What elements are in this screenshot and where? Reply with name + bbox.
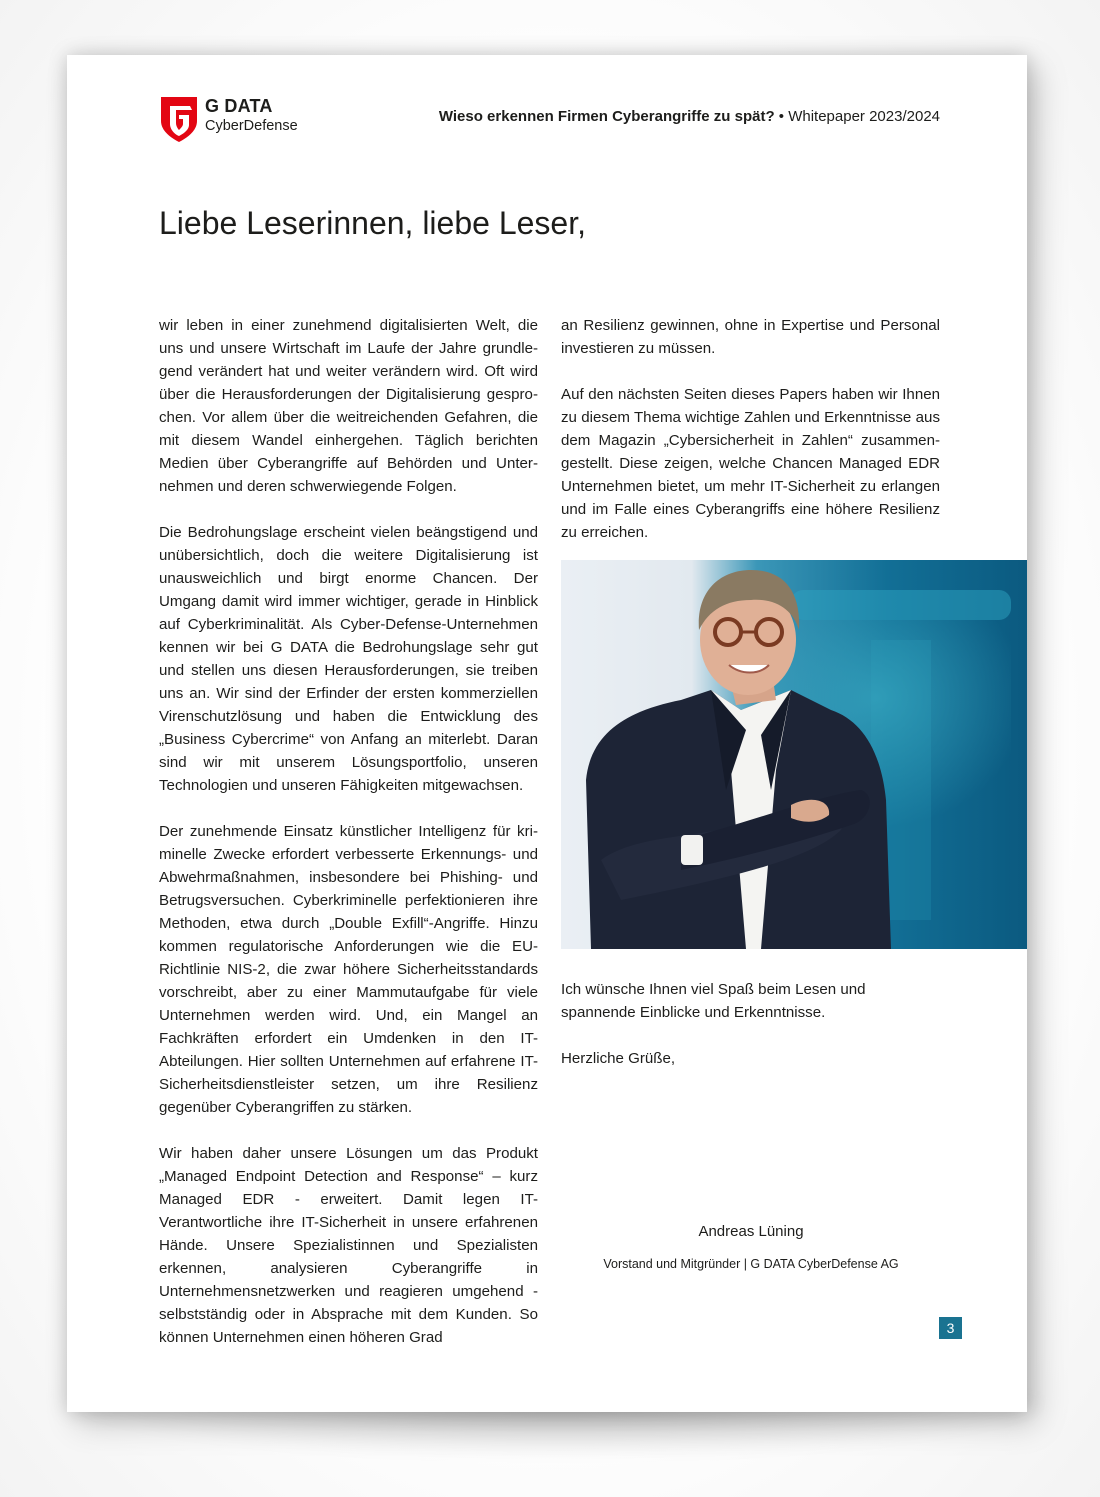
signature-role: Vorstand und Mitgründer | G DATA CyberDefense AG — [603, 1257, 899, 1271]
paragraph: Auf den nächsten Seiten dieses Papers haben wir Ihnen zu diesem Thema wichtige Zahlen und Erkenntnisse aus dem Magazin „Cybersicherheit in Zahlen“ zusammengestellt. Diese zeigen, welche Chancen Managed EDR Unternehmen bietet, um mehr IT-Sicherheit zu erlangen und im Falle eines Cyberangriffs eine höhere Resilienz zu erreichen. — [561, 386, 940, 541]
header-title: Wieso erkennen Firmen Cyberangriffe zu spät? — [438, 108, 775, 125]
paragraph: Wir haben daher unsere Lösungen um das Produkt „Managed Endpoint Detection and Response“ – kurz Managed EDR - erweitert. Damit legen IT-Verantwortliche ihre IT-Sicherheit in unsere erfahrenen Hände. Unsere Spezialistinnen und Spezialisten erkennen, analysieren Cyberangriffe in Unternehmensnetzwerken und reagieren umgehend - selbstständig oder in Absprache mit dem Kunden. So können Unternehmen einen höheren Grad — [159, 1145, 538, 1346]
paragraph: Der zunehmende Einsatz künstlicher Intelligenz für kriminelle Zwecke erfordert verbesserte Erkennungs- und Abwehrmaßnahmen, insbesondere bei Phishing- und Betrugsversuchen. Cyberkriminelle perfektionieren ihre Methoden, etwa durch „Double Exfill“-Angriffe. Hinzu kommen regulatorische Anforderungen wie die EU-Richtlinie NIS-2, die zwar höhere Sicherheitsstandards vorschreibt, aber zu einer Mammutaufgabe für viele Unternehmen werden wird. Und, ein Mangel an Fachkräften erfordert ein Umdenken in den IT-Abteilungen. Hier sollten Unternehmen auf erfahrene IT-Sicherheitsdienstleister setzen, um ihre Resilienz gegenüber Cyberangriffen zu stärken. — [159, 823, 538, 1116]
paragraph: Die Bedrohungslage erscheint vielen beängstigend und unübersichtlich, doch die weitere Digitalisierung ist unausweichlich und birgt enorme Chancen. Der Umgang damit wird immer wichtiger, gerade in Hinblick auf Cyberkriminalität. Als Cyber-Defense-Unternehmen kennen wir bei G DATA die Bedrohungslage sehr gut und stellen uns diesen Herausforderungen, sie treiben uns an. Wir sind der Erfinder der ersten kommerziellen Virenschutzlösung und haben die Entwicklung des „Business Cybercrime“ von Anfang an miterlebt. Daran sind wir mit unserem Lösungsportfolio, unseren Technologien und unseren Fähigkeiten mitgewachsen. — [159, 524, 538, 794]
closing-wish: Ich wünsche Ihnen viel Spaß beim Lesen und spannende Einblicke und Erkenntnisse. — [561, 981, 866, 1021]
paragraph: an Resilienz gewinnen, ohne in Expertise und Personal investieren zu müssen. — [561, 317, 940, 357]
document-page — [67, 55, 1027, 1412]
brand-logo — [159, 93, 309, 143]
left-column — [159, 314, 538, 1372]
paragraph: wir leben in einer zunehmend digitalisierten Welt, die uns und unsere Wirtschaft im Laufe der Jahre grundlegend verändert hat und weiter verändern wird. Oft wird über die Herausforderungen der Digitalisierung gesprochen. Vor allem über die weitreichenden Gefahren, die mit diesem Wandel einhergehen. Täglich berichten Medien über Cyberangriffe auf Behörden und Unternehmen und deren schwerwiegende Folgen. — [159, 317, 538, 495]
page-headline: Liebe Leserinnen, liebe Leser, — [159, 205, 586, 241]
closing-greeting: Herzliche Grüße, — [561, 1050, 676, 1067]
g-shield-icon — [159, 93, 199, 143]
brand-name: G DATA — [205, 96, 273, 116]
portrait-illustration — [561, 560, 1027, 949]
signature-name: Andreas Lüning — [698, 1223, 804, 1240]
right-column — [561, 314, 940, 567]
brand-subtitle: CyberDefense — [205, 118, 298, 134]
page-number: 3 — [939, 1317, 962, 1339]
closing-text — [561, 978, 941, 1093]
portrait-photo — [561, 560, 1027, 949]
document-header — [439, 108, 940, 125]
header-edition: Whitepaper 2023/2024 — [788, 108, 940, 125]
header-separator: • — [774, 108, 789, 125]
